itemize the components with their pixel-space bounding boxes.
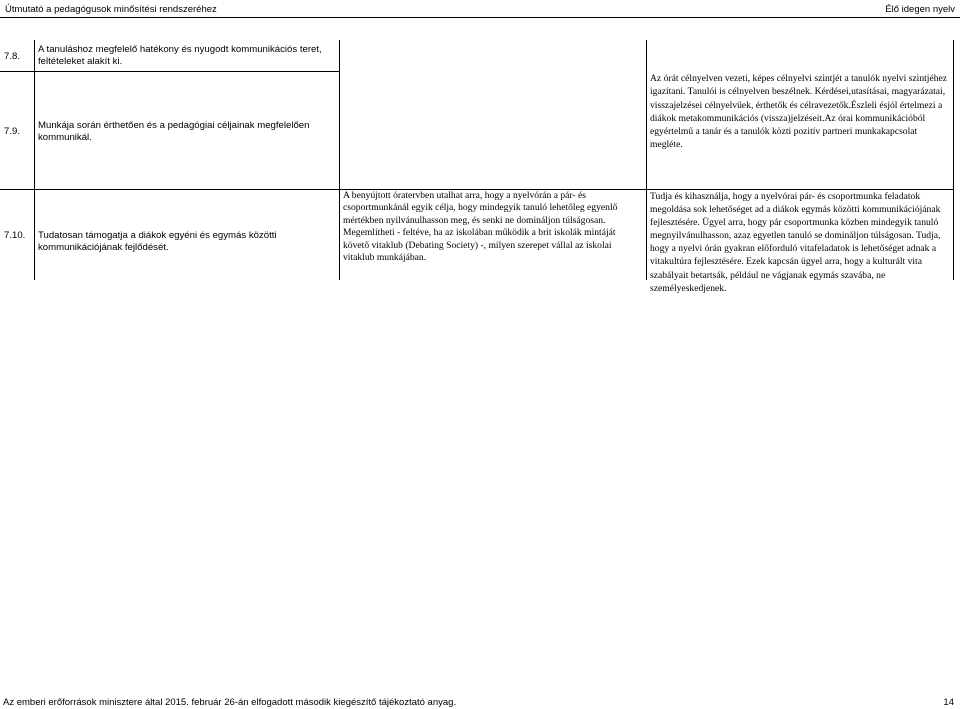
- footer-note: Az emberi erőforrások minisztere által 2015. február 26-án elfogadott második kiegészítő tájékoztató anyag.: [3, 697, 457, 708]
- criterion-text: Tudatosan támogatja a diákok egyéni és egymás közötti kommunikációjának fejlődését.: [38, 230, 277, 254]
- table-row-number: 7.10.: [4, 230, 26, 241]
- table-divider: [339, 40, 340, 280]
- table-divider: [646, 40, 647, 280]
- row-divider: [0, 71, 340, 72]
- running-header-subject: Élő idegen nyelv: [885, 4, 955, 15]
- table-row-number: 7.9.: [4, 126, 21, 137]
- criterion-text: Munkája során érthetően és a pedagógiai céljainak megfelelően kommunikál.: [38, 120, 310, 144]
- running-header-title: Útmutató a pedagógusok minősítési rendszeréhez: [5, 4, 217, 15]
- header-rule: [0, 17, 960, 18]
- table-divider: [953, 40, 954, 280]
- lesson-plan-text: A benyújtott óratervben utalhat arra, hogy a nyelvórán a pár- és csoportmunkánál egyik célja, hogy mindegyik tanuló lehetőleg egyenlő mértékben nyilvánulhasson meg, és senki ne domináljon túlságosan. Megemlítheti - feltéve, ha az iskolában működik a brit iskolák mintáját követő vitaklub (Debating Society) -, milyen szerepet vállal az iskolai vitaklub munkájában.: [343, 190, 618, 264]
- table-row-number: 7.8.: [4, 51, 21, 62]
- criterion-text: A tanuláshoz megfelelő hatékony és nyugodt kommunikációs teret, feltételeket alakít ki.: [38, 44, 322, 68]
- table-divider: [34, 40, 35, 280]
- observation-text: Tudja és kihasználja, hogy a nyelvórai pár- és csoportmunka feladatok megoldása sok lehetőséget ad a diákok egymás közötti kommunikációjának fejlesztésére. Ügyel arra, hogy pár csoportmunka közben mindegyik tanuló megnyilvánulhasson, azaz egyetlen tanuló se domináljon túlságosan. Tudja, hogy a nyelvi órán gyakran előforduló vitafeladatok is lehetőséget adnak a vitakultúra fejlesztésére. Ezek kapcsán ügyel arra, hogy a kulturált vita szabályait betartsák, például ne vágjanak egymás szavába, ne személyeskedjenek.: [650, 191, 941, 294]
- observation-text: Az órát célnyelven vezeti, képes célnyelvi szintjét a tanulók nyelvi szintjéhez igazítani. Tanulói is célnyelven beszélnek. Kérdései,utasításai, magyarázatai, visszajelzései célnyelvűek, érthetők és célravezetők.Észleli ésjól értelmezi a diákok metakommunikációs (vissza)jelzéseit.Az órai kommunikációból egyértelmű a tanár és a tanulók közti pozitív partneri munkakapcsolat megléte.: [650, 73, 948, 151]
- page-number: 14: [943, 697, 954, 708]
